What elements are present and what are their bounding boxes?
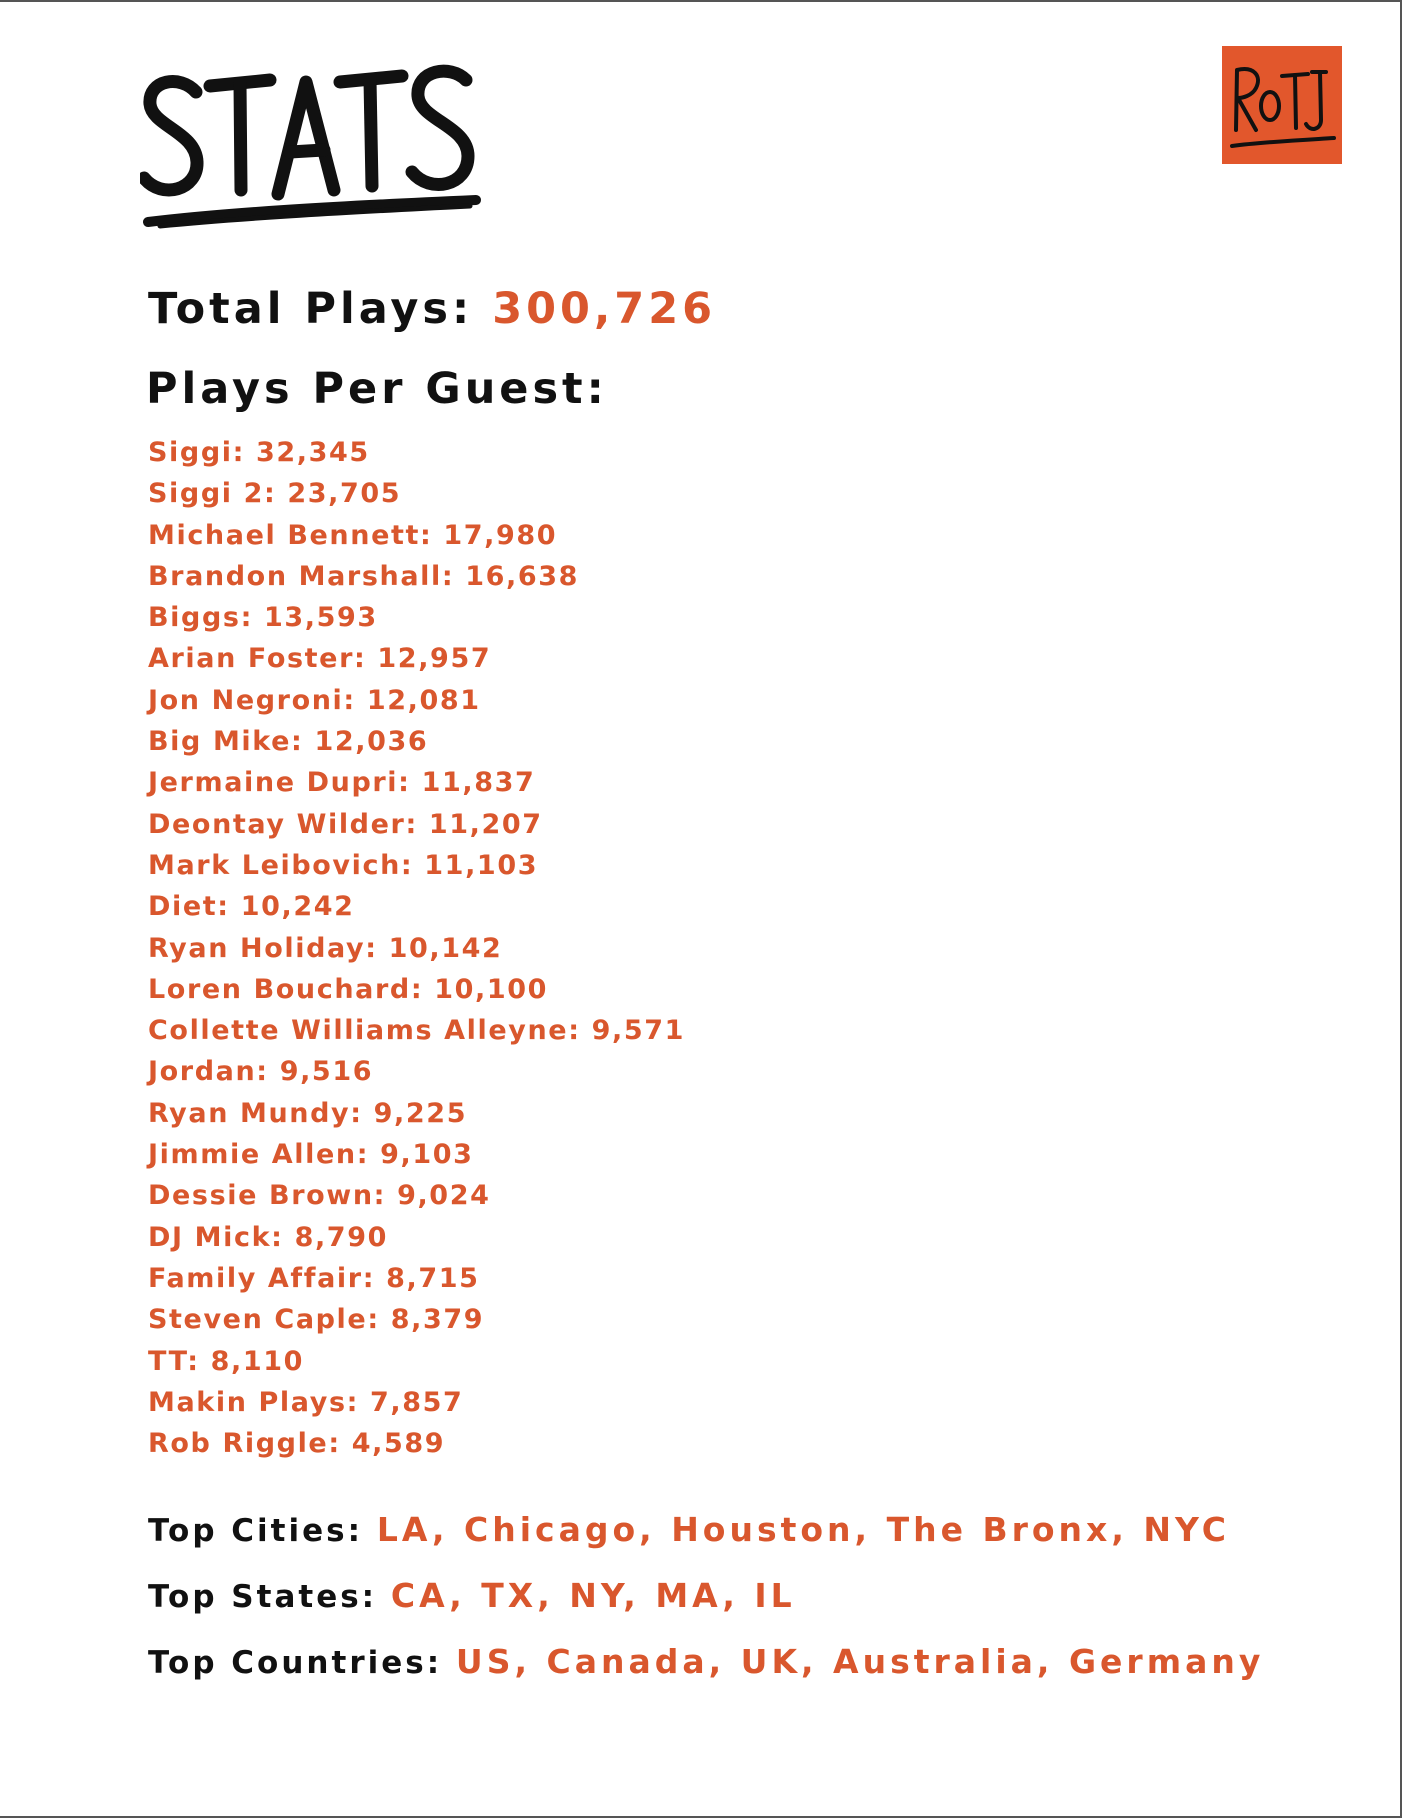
guest-name: DJ Mick <box>148 1221 272 1253</box>
top-states-label: Top States: <box>148 1579 378 1615</box>
guest-plays: 4,589 <box>351 1428 446 1460</box>
guest-plays: 8,110 <box>210 1345 304 1377</box>
guest-name: Michael Bennett <box>148 519 420 551</box>
rotj-logo <box>1222 46 1342 164</box>
top-countries-value: US, Canada, UK, Australia, Germany <box>455 1642 1265 1681</box>
guest-plays: 12,036 <box>314 726 429 758</box>
guest-name: Ryan Mundy <box>148 1097 351 1129</box>
guest-plays: 11,103 <box>424 849 539 881</box>
total-plays-value: 300,726 <box>492 284 717 334</box>
guest-plays: 12,957 <box>377 643 492 675</box>
top-cities-label: Top Cities: <box>148 1513 364 1549</box>
guest-item: Deontay Wilder: 11,207 <box>148 808 543 840</box>
guest-item: Brandon Marshall: 16,638 <box>148 560 580 592</box>
guest-item: Collette Williams Alleyne: 9,571 <box>148 1015 686 1047</box>
total-plays <box>148 284 716 334</box>
guest-name: Big Mike <box>148 726 292 758</box>
guest-item: Ryan Holiday: 10,142 <box>148 932 503 964</box>
guest-item: Biggs: 13,593 <box>148 602 378 634</box>
guest-plays: 13,593 <box>263 602 378 634</box>
guest-plays: 9,571 <box>591 1015 686 1047</box>
guest-item: Jordan: 9,516 <box>148 1056 374 1088</box>
guest-plays: 11,207 <box>428 808 543 840</box>
top-countries <box>148 1642 1264 1681</box>
guest-name: Mark Leibovich <box>148 849 401 881</box>
guest-item: Loren Bouchard: 10,100 <box>148 973 549 1005</box>
guest-plays: 10,100 <box>434 973 549 1005</box>
guest-plays: 23,705 <box>287 478 402 510</box>
top-cities <box>148 1510 1230 1549</box>
guest-plays: 8,715 <box>386 1262 480 1294</box>
guest-name: Siggi 2 <box>148 478 264 510</box>
guest-name: Biggs <box>148 602 241 634</box>
guest-item: Michael Bennett: 17,980 <box>148 519 558 551</box>
guest-name: Makin Plays <box>148 1386 347 1418</box>
guest-item: Jon Negroni: 12,081 <box>148 684 481 716</box>
guest-plays: 11,837 <box>421 767 536 799</box>
guest-name: Jordan <box>148 1056 257 1088</box>
guest-plays: 10,142 <box>388 932 503 964</box>
guest-plays: 8,379 <box>390 1304 485 1336</box>
guest-list <box>148 436 685 1468</box>
guest-plays: 9,024 <box>397 1180 491 1212</box>
guest-name: Steven Caple <box>148 1304 368 1336</box>
guest-item: Mark Leibovich: 11,103 <box>148 849 539 881</box>
guest-item: Makin Plays: 7,857 <box>148 1386 464 1418</box>
rotj-logo-mark <box>1222 46 1342 164</box>
guest-name: Brandon Marshall <box>148 560 442 592</box>
guest-name: Arian Foster <box>148 643 355 675</box>
guest-plays: 17,980 <box>443 519 558 551</box>
guest-plays: 9,103 <box>380 1139 474 1171</box>
guest-name: Dessie Brown <box>148 1180 374 1212</box>
total-plays-label: Total Plays: <box>148 284 474 334</box>
guest-name: Rob Riggle <box>148 1428 329 1460</box>
guest-item: Diet: 10,242 <box>148 891 355 923</box>
guest-item: Jermaine Dupri: 11,837 <box>148 767 536 799</box>
top-cities-value: LA, Chicago, Houston, The Bronx, NYC <box>376 1510 1230 1549</box>
guest-item: Dessie Brown: 9,024 <box>148 1180 491 1212</box>
guest-item: Rob Riggle: 4,589 <box>148 1428 446 1460</box>
guest-plays: 10,242 <box>240 891 355 923</box>
guest-item: DJ Mick: 8,790 <box>148 1221 388 1253</box>
guest-name: Family Affair <box>148 1262 363 1294</box>
plays-per-guest-heading: Plays Per Guest: <box>146 364 608 414</box>
guest-plays: 12,081 <box>366 684 481 716</box>
guest-item: Family Affair: 8,715 <box>148 1262 480 1294</box>
guest-item: Siggi: 32,345 <box>148 437 370 468</box>
top-states-value: CA, TX, NY, MA, IL <box>390 1576 796 1615</box>
guest-item: Jimmie Allen: 9,103 <box>148 1139 474 1171</box>
guest-plays: 7,857 <box>370 1386 464 1418</box>
guest-plays: 16,638 <box>465 560 580 592</box>
guest-item: Big Mike: 12,036 <box>148 726 429 758</box>
guest-name: Siggi <box>148 437 233 468</box>
guest-name: Jon Negroni <box>148 684 344 716</box>
guest-plays: 8,790 <box>294 1221 388 1253</box>
guest-name: Deontay Wilder <box>148 808 406 840</box>
stats-title-lettering <box>140 52 490 242</box>
guest-plays: 9,516 <box>279 1056 374 1088</box>
guest-name: Ryan Holiday <box>148 932 366 964</box>
guest-item: Siggi 2: 23,705 <box>148 478 402 510</box>
guest-name: Diet <box>148 891 218 923</box>
top-states <box>148 1576 796 1615</box>
stats-title <box>140 52 490 242</box>
guest-name: Jimmie Allen <box>148 1139 357 1171</box>
guest-item: Ryan Mundy: 9,225 <box>148 1097 468 1129</box>
guest-name: TT <box>148 1345 188 1377</box>
top-countries-label: Top Countries: <box>148 1645 443 1681</box>
guest-name: Collette Williams Alleyne <box>148 1015 569 1047</box>
guest-plays: 32,345 <box>256 437 370 468</box>
guest-name: Loren Bouchard <box>148 973 411 1005</box>
guest-plays: 9,225 <box>373 1097 468 1129</box>
guest-item: Arian Foster: 12,957 <box>148 643 492 675</box>
guest-item: TT: 8,110 <box>148 1345 304 1377</box>
guest-item: Steven Caple: 8,379 <box>148 1304 485 1336</box>
guest-name: Jermaine Dupri <box>148 767 399 799</box>
